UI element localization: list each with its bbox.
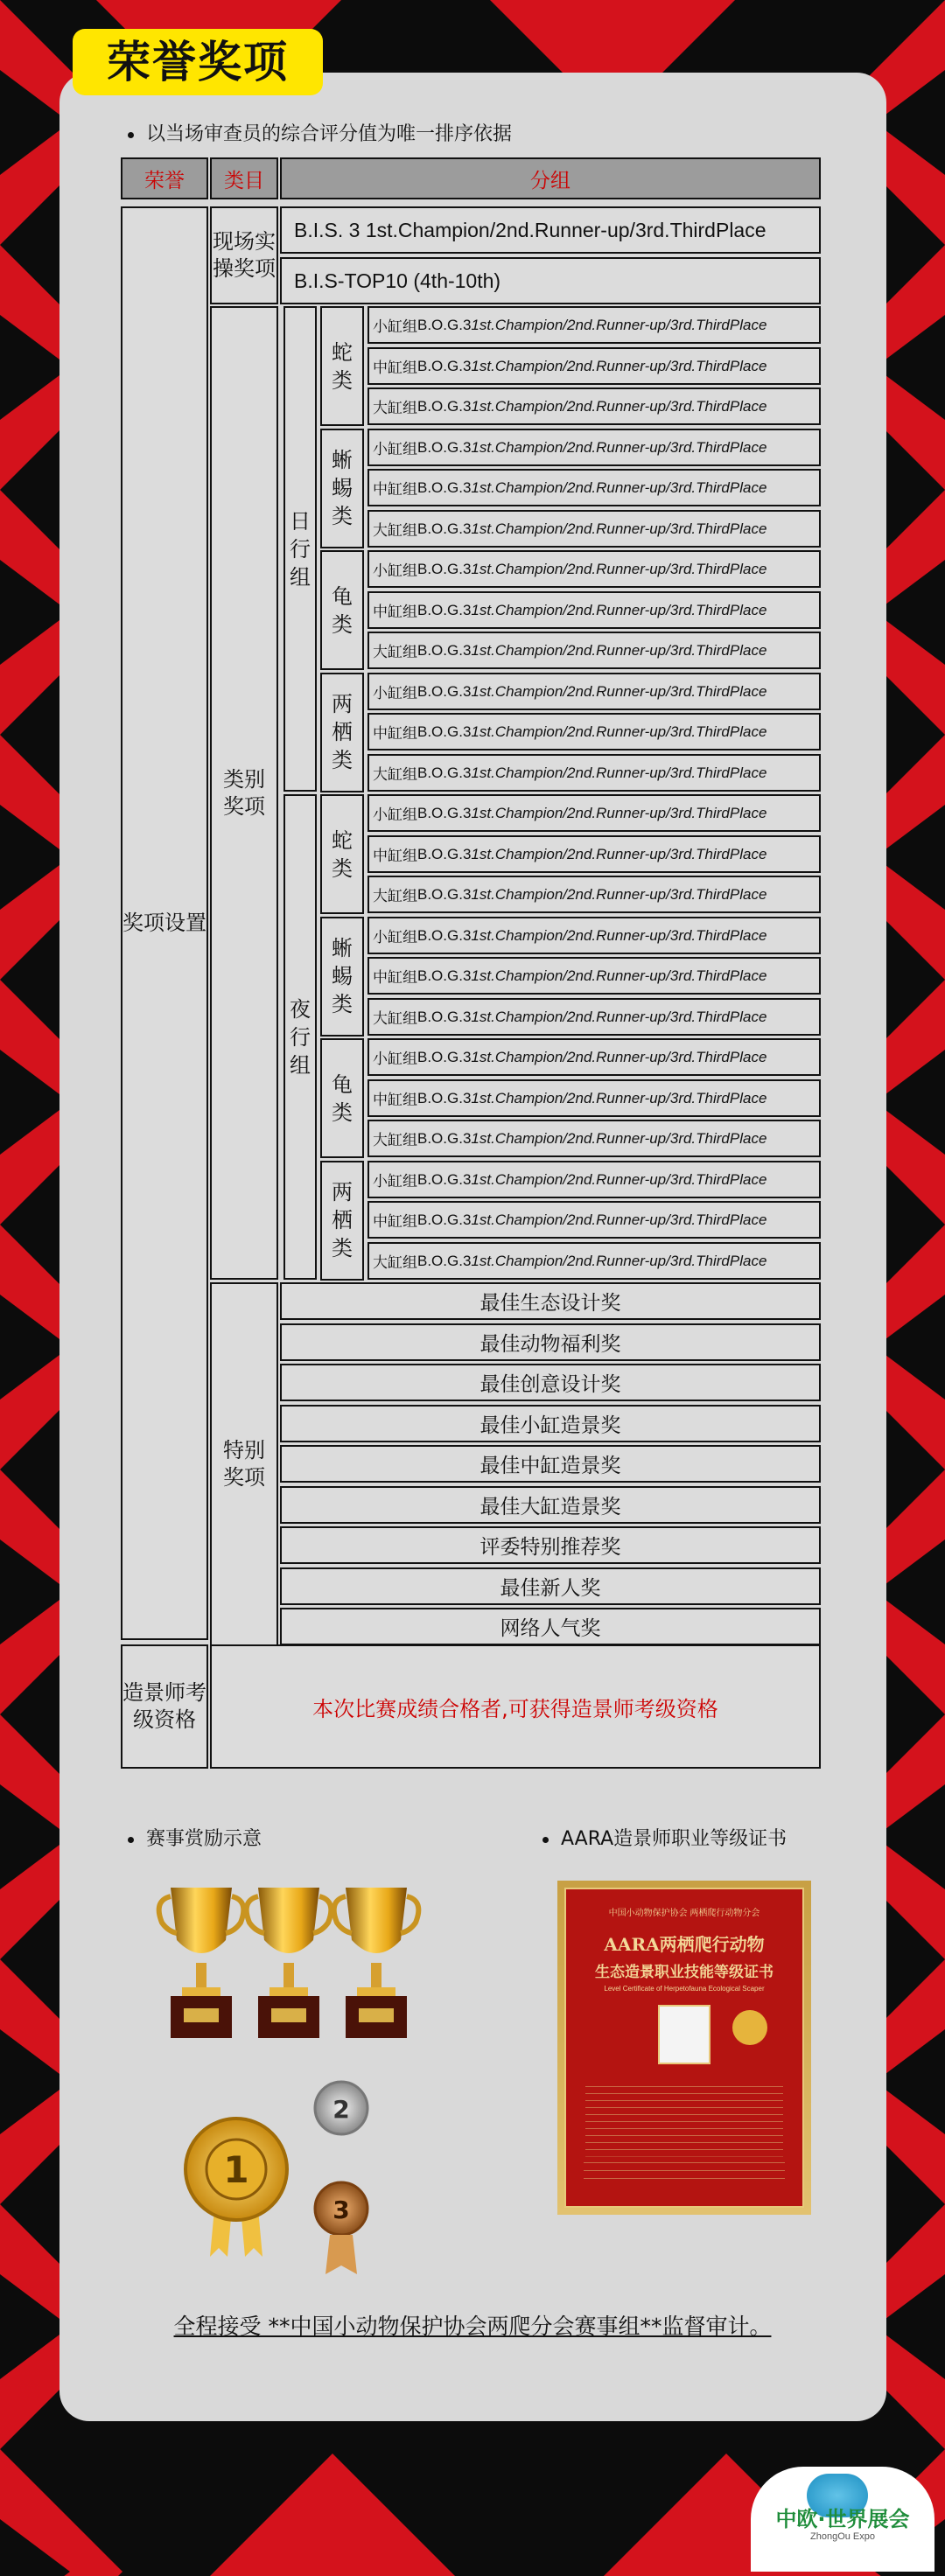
award-row[interactable] — [368, 591, 821, 629]
award-placement-text: 1st.Champion/2nd.Runner-up/3rd.ThirdPlace — [471, 804, 767, 821]
tank-size-text: 大缸组 — [373, 1010, 417, 1027]
award-code-text: B.O.G.3 — [417, 682, 472, 700]
award-code-text: B.O.G.3 — [417, 601, 472, 618]
special-award-row[interactable] — [280, 1364, 821, 1401]
tank-size-text: 中缸组 — [373, 481, 417, 498]
tank-size-text: 大缸组 — [373, 400, 417, 416]
reward-caption — [128, 1824, 262, 1851]
award-row[interactable] — [368, 754, 821, 792]
special-award-text: 最佳生态设计奖 — [480, 1292, 621, 1315]
tank-size-text: 中缸组 — [373, 969, 417, 986]
award-code-text: B.O.G.3 — [417, 397, 472, 415]
silver-medal-number: 2 — [332, 2095, 350, 2124]
award-code-text: B.O.G.3 — [417, 885, 472, 903]
award-code-text: B.O.G.3 — [417, 926, 472, 944]
certificate-title-2: 生态造景职业技能等级证书 — [595, 1964, 774, 1981]
award-placement-text: 1st.Champion/2nd.Runner-up/3rd.ThirdPlace — [471, 478, 767, 496]
expo-logo — [751, 2467, 934, 2572]
certificate-photo — [658, 2005, 710, 2064]
award-code-text: B.O.G.3 — [417, 1129, 472, 1147]
tank-size-text: 中缸组 — [373, 848, 417, 864]
award-row[interactable] — [368, 387, 821, 425]
animal-type-text: 龟类 — [332, 583, 353, 637]
tank-size-text: 中缸组 — [373, 360, 417, 376]
page-title: 荣誉奖项 — [73, 29, 323, 95]
certificate-text-lines — [585, 2080, 783, 2159]
award-row[interactable] — [368, 917, 821, 954]
award-row[interactable] — [368, 957, 821, 995]
qualification-label-cell — [121, 1644, 208, 1769]
certificate-image — [557, 1881, 811, 2215]
trophies-image — [153, 1879, 424, 2054]
award-row[interactable] — [368, 876, 821, 913]
award-placement-text: 1st.Champion/2nd.Runner-up/3rd.ThirdPlace — [471, 926, 767, 944]
tank-size-text: 中缸组 — [373, 1213, 417, 1230]
award-row[interactable] — [368, 1201, 821, 1239]
special-award-text: 最佳小缸造景奖 — [480, 1414, 621, 1437]
award-row[interactable] — [368, 510, 821, 548]
award-row[interactable] — [368, 347, 821, 385]
special-award-row[interactable] — [280, 1282, 821, 1320]
tank-size-text: 小缸组 — [373, 318, 417, 335]
award-row[interactable] — [368, 835, 821, 873]
row-label-text: 奖项设置 — [122, 911, 206, 935]
special-label-text: 特别奖项 — [223, 1438, 265, 1490]
reward-caption-text: 赛事赏励示意 — [146, 1828, 262, 1850]
tank-size-text: 大缸组 — [373, 522, 417, 539]
award-row[interactable] — [368, 632, 821, 669]
time-group-text: 日行组 — [290, 508, 311, 590]
sorting-note-text: 以当场审查员的综合评分值为唯一排序依据 — [146, 123, 513, 145]
award-placement-text: 1st.Champion/2nd.Runner-up/3rd.ThirdPlace — [471, 723, 767, 740]
award-placement-text: 1st.Champion/2nd.Runner-up/3rd.ThirdPlace — [471, 316, 767, 333]
special-award-text: 最佳创意设计奖 — [480, 1373, 621, 1396]
award-placement-text: 1st.Champion/2nd.Runner-up/3rd.ThirdPlace — [471, 520, 767, 537]
award-code-text: B.O.G.3 — [417, 478, 472, 496]
sorting-note — [128, 119, 512, 146]
animal-type-text: 蜥蜴类 — [332, 448, 353, 528]
time-group-cell — [284, 794, 317, 1280]
onsite-item-text: B.I.S-TOP10 (4th-10th) — [294, 269, 501, 292]
tank-size-text: 大缸组 — [373, 1132, 417, 1148]
animal-type-cell — [320, 429, 364, 548]
award-row[interactable] — [368, 550, 821, 588]
medals-image — [179, 2077, 381, 2287]
award-placement-text: 1st.Champion/2nd.Runner-up/3rd.ThirdPlace — [471, 845, 767, 862]
special-award-row[interactable] — [280, 1567, 821, 1605]
award-code-text: B.O.G.3 — [417, 357, 472, 374]
header-honor-text: 荣誉 — [144, 169, 185, 192]
animal-type-text: 蜥蜴类 — [332, 936, 353, 1016]
award-code-text: B.O.G.3 — [417, 520, 472, 537]
award-placement-text: 1st.Champion/2nd.Runner-up/3rd.ThirdPlace — [471, 682, 767, 700]
award-placement-text: 1st.Champion/2nd.Runner-up/3rd.ThirdPlace — [471, 1252, 767, 1269]
award-placement-text: 1st.Champion/2nd.Runner-up/3rd.ThirdPlace — [471, 601, 767, 618]
award-placement-text: 1st.Champion/2nd.Runner-up/3rd.ThirdPlace — [471, 438, 767, 456]
onsite-label-text: 现场实操奖项 — [213, 229, 276, 281]
certificate-english: Level Certificate of Herpetofauna Ecological Scaper — [604, 1985, 765, 1993]
special-award-text: 最佳动物福利奖 — [480, 1333, 621, 1356]
bullet-icon — [128, 1837, 134, 1843]
award-placement-text: 1st.Champion/2nd.Runner-up/3rd.ThirdPlace — [471, 641, 767, 659]
tank-size-text: 大缸组 — [373, 888, 417, 904]
award-row[interactable] — [368, 998, 821, 1036]
award-code-text: B.O.G.3 — [417, 723, 472, 740]
award-code-text: B.O.G.3 — [417, 1048, 472, 1065]
onsite-label-cell — [210, 206, 278, 304]
special-award-text: 最佳大缸造景奖 — [480, 1496, 621, 1518]
trophy-icon — [247, 1888, 332, 2038]
award-placement-text: 1st.Champion/2nd.Runner-up/3rd.ThirdPlace — [471, 764, 767, 781]
award-code-text: B.O.G.3 — [417, 967, 472, 984]
award-code-text: B.O.G.3 — [417, 1211, 472, 1228]
bronze-medal-number: 3 — [332, 2196, 350, 2224]
header-group — [280, 157, 821, 199]
logo-subtext: ZhongOu Expo — [810, 2531, 875, 2542]
award-row[interactable] — [368, 794, 821, 832]
award-row[interactable] — [368, 1038, 821, 1076]
award-placement-text: 1st.Champion/2nd.Runner-up/3rd.ThirdPlace — [471, 1008, 767, 1025]
animal-type-cell — [320, 1161, 364, 1281]
award-code-text: B.O.G.3 — [417, 1089, 472, 1106]
tank-size-text: 中缸组 — [373, 725, 417, 742]
certificate-caption — [542, 1824, 787, 1851]
tank-size-text: 小缸组 — [373, 929, 417, 946]
bullet-icon — [542, 1837, 549, 1843]
bullet-icon — [128, 132, 134, 138]
row-label-cell — [121, 206, 208, 1640]
award-code-text: B.O.G.3 — [417, 764, 472, 781]
ribbon-shape — [326, 2235, 357, 2274]
animal-type-cell — [320, 550, 364, 670]
category-label-cell — [210, 306, 278, 1280]
award-code-text: B.O.G.3 — [417, 316, 472, 333]
certificate-signature-lines — [584, 2155, 785, 2185]
award-row[interactable] — [368, 1242, 821, 1280]
award-row[interactable] — [368, 1079, 821, 1117]
tank-size-text: 小缸组 — [373, 441, 417, 457]
award-placement-text: 1st.Champion/2nd.Runner-up/3rd.ThirdPlace — [471, 1048, 767, 1065]
qualification-cell — [210, 1644, 821, 1769]
certificate-caption-text: AARA造景师职业等级证书 — [561, 1828, 788, 1850]
tank-size-text: 小缸组 — [373, 685, 417, 702]
award-placement-text: 1st.Champion/2nd.Runner-up/3rd.ThirdPlace — [471, 885, 767, 903]
animal-type-cell — [320, 1038, 364, 1158]
animal-type-text: 蛇类 — [332, 827, 353, 881]
special-label-cell — [210, 1282, 278, 1646]
qualification-text: 本次比赛成绩合格者,可获得造景师考级资格 — [312, 1696, 718, 1721]
award-placement-text: 1st.Champion/2nd.Runner-up/3rd.ThirdPlace — [471, 357, 767, 374]
certificate-seal-icon — [732, 2010, 767, 2045]
animal-type-text: 蛇类 — [332, 339, 353, 393]
tank-size-text: 小缸组 — [373, 1173, 417, 1190]
trophy-icon — [159, 1888, 244, 2038]
time-group-cell — [284, 306, 317, 792]
onsite-item-text: B.I.S. 3 1st.Champion/2nd.Runner-up/3rd.ThirdPlace — [294, 218, 766, 241]
tank-size-text: 大缸组 — [373, 766, 417, 783]
tank-size-text: 小缸组 — [373, 1051, 417, 1067]
award-code-text: B.O.G.3 — [417, 804, 472, 821]
award-placement-text: 1st.Champion/2nd.Runner-up/3rd.ThirdPlace — [471, 1170, 767, 1188]
certificate-body — [564, 1888, 804, 2208]
special-award-row[interactable] — [280, 1608, 821, 1645]
award-code-text: B.O.G.3 — [417, 1252, 472, 1269]
header-group-text: 分组 — [530, 169, 570, 192]
category-label-text: 类别奖项 — [223, 766, 265, 819]
special-award-text: 最佳新人奖 — [500, 1577, 601, 1600]
award-placement-text: 1st.Champion/2nd.Runner-up/3rd.ThirdPlace — [471, 560, 767, 577]
header-category-text: 类目 — [224, 169, 264, 192]
onsite-item — [280, 206, 821, 254]
time-group-text: 夜行组 — [290, 996, 311, 1078]
tank-size-text: 小缸组 — [373, 806, 417, 823]
special-award-text: 最佳中缸造景奖 — [480, 1455, 621, 1477]
header-category — [210, 157, 278, 199]
award-code-text: B.O.G.3 — [417, 1008, 472, 1025]
award-row[interactable] — [368, 713, 821, 750]
award-code-text: B.O.G.3 — [417, 641, 472, 659]
special-award-row[interactable] — [280, 1405, 821, 1442]
tank-size-text: 大缸组 — [373, 644, 417, 660]
award-row[interactable] — [368, 469, 821, 506]
qualification-label-text: 造景师考级资格 — [122, 1680, 206, 1732]
award-placement-text: 1st.Champion/2nd.Runner-up/3rd.ThirdPlace — [471, 1089, 767, 1106]
animal-type-cell — [320, 306, 364, 426]
animal-type-cell — [320, 673, 364, 792]
tank-size-text: 小缸组 — [373, 562, 417, 579]
award-row[interactable] — [368, 1161, 821, 1198]
award-row[interactable] — [368, 306, 821, 344]
award-placement-text: 1st.Champion/2nd.Runner-up/3rd.ThirdPlace — [471, 1211, 767, 1228]
special-award-row[interactable] — [280, 1526, 821, 1564]
footer-statement: 全程接受 **中国小动物保护协会两爬分会赛事组**监督审计。 — [173, 2314, 772, 2339]
header-honor — [121, 157, 208, 199]
animal-type-text: 龟类 — [332, 1072, 353, 1125]
award-code-text: B.O.G.3 — [417, 1170, 472, 1188]
award-placement-text: 1st.Champion/2nd.Runner-up/3rd.ThirdPlace — [471, 1129, 767, 1147]
special-award-text: 网络人气奖 — [500, 1617, 601, 1640]
award-code-text: B.O.G.3 — [417, 845, 472, 862]
award-row[interactable] — [368, 1120, 821, 1157]
tank-size-text: 中缸组 — [373, 1092, 417, 1108]
special-award-row[interactable] — [280, 1445, 821, 1483]
award-placement-text: 1st.Champion/2nd.Runner-up/3rd.ThirdPlace — [471, 967, 767, 984]
award-code-text: B.O.G.3 — [417, 560, 472, 577]
animal-type-cell — [320, 917, 364, 1037]
animal-type-cell — [320, 794, 364, 914]
special-award-row[interactable] — [280, 1323, 821, 1361]
award-code-text: B.O.G.3 — [417, 438, 472, 456]
logo-text: 中欧·世界展会 — [775, 2507, 910, 2531]
tank-size-text: 中缸组 — [373, 604, 417, 620]
animal-type-text: 两栖类 — [332, 1180, 353, 1260]
certificate-title-1: AARA两栖爬行动物 — [604, 1934, 765, 1955]
certificate-org: 中国小动物保护协会 两栖爬行动物分会 — [608, 1909, 760, 1918]
animal-type-text: 两栖类 — [332, 692, 353, 772]
tank-size-text: 大缸组 — [373, 1254, 417, 1271]
special-award-text: 评委特别推荐奖 — [480, 1536, 621, 1559]
award-placement-text: 1st.Champion/2nd.Runner-up/3rd.ThirdPlace — [471, 397, 767, 415]
award-row[interactable] — [368, 673, 821, 710]
special-award-row[interactable] — [280, 1486, 821, 1524]
award-row[interactable] — [368, 429, 821, 466]
gold-medal-number: 1 — [223, 2148, 249, 2191]
onsite-item — [280, 257, 821, 304]
trophy-icon — [334, 1888, 419, 2038]
